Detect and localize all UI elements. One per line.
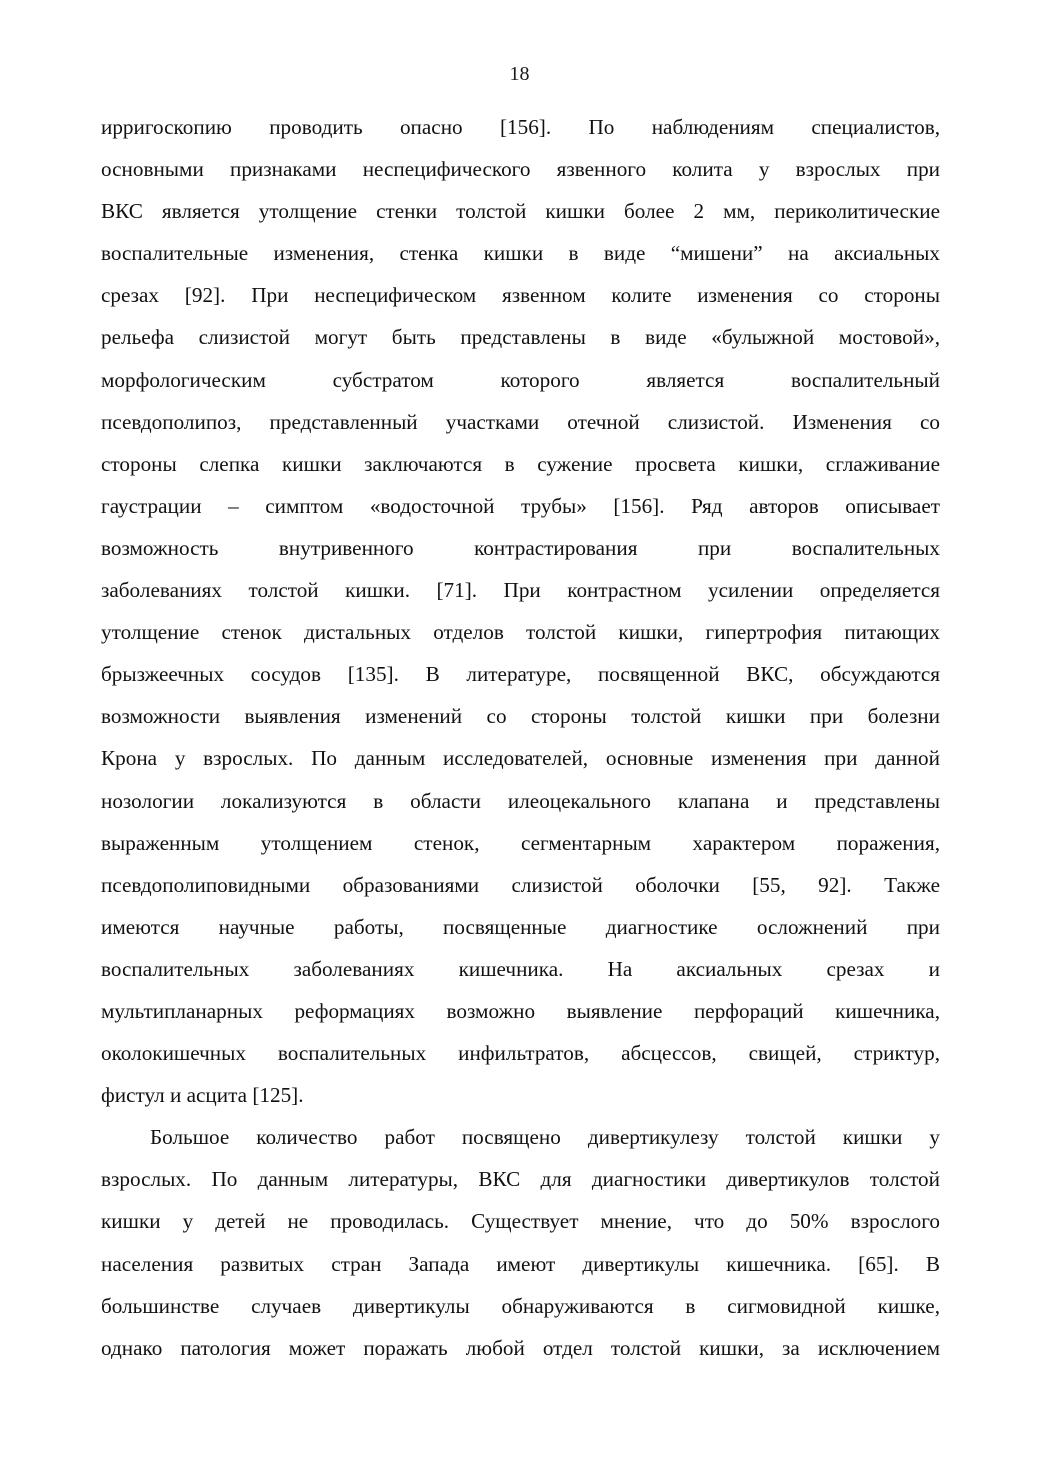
text-line: имеются научные работы, посвященные диагностике осложнений при — [101, 914, 940, 939]
paragraph-1 — [101, 106, 940, 1116]
document-body — [101, 106, 940, 1369]
text-line: ирригоскопию проводить опасно [156]. По наблюдениям специалистов, — [101, 115, 940, 139]
text-line: выраженным утолщением стенок, сегментарным характером поражения, — [101, 830, 940, 855]
text-line: стороны слепка кишки заключаются в сужение просвета кишки, сглаживание — [101, 451, 940, 476]
text-line: Крона у взрослых. По данным исследователей, основные изменения при данной — [101, 746, 940, 771]
text-line: рельефа слизистой могут быть представлены в виде «булыжной мостовой», — [101, 325, 940, 350]
text-line: воспалительных заболеваниях кишечника. На аксиальных срезах и — [101, 956, 940, 981]
text-line: большинстве случаев дивертикулы обнаруживаются в сигмовидной кишке, — [101, 1293, 940, 1318]
text-line: однако патология может поражать любой отдел толстой кишки, за исключением — [101, 1335, 940, 1360]
text-line: заболеваниях толстой кишки. [71]. При контрастном усилении определяется — [101, 578, 940, 603]
text-line: гаустрации – симптом «водосточной трубы» [156]. Ряд авторов описывает — [101, 493, 940, 518]
text-line: кишки у детей не проводилась. Существует мнение, что до 50% взрослого — [101, 1209, 940, 1234]
text-line: воспалительные изменения, стенка кишки в виде “мишени” на аксиальных — [101, 241, 940, 266]
text-line: ВКС является утолщение стенки толстой кишки более 2 мм, периколитические — [101, 199, 940, 224]
text-line: возможность внутривенного контрастирования при воспалительных — [101, 535, 940, 560]
text-line: возможности выявления изменений со стороны толстой кишки при болезни — [101, 704, 940, 729]
text-line: утолщение стенок дистальных отделов толстой кишки, гипертрофия питающих — [101, 620, 940, 645]
text-line: мультипланарных реформациях возможно выявление перфораций кишечника, — [101, 998, 940, 1023]
text-line: населения развитых стран Запада имеют дивертикулы кишечника. [65]. В — [101, 1251, 940, 1276]
text-line: псевдополиповидными образованиями слизистой оболочки [55, 92]. Также — [101, 872, 940, 897]
text-line: брызжеечных сосудов [135]. В литературе, посвященной ВКС, обсуждаются — [101, 662, 940, 687]
paragraph-2 — [101, 1116, 940, 1369]
text-line: срезах [92]. При неспецифическом язвенном колите изменения со стороны — [101, 283, 940, 308]
text-line: псевдополипоз, представленный участками отечной слизистой. Изменения со — [101, 409, 940, 434]
text-line: основными признаками неспецифического язвенного колита у взрослых при — [101, 157, 940, 182]
text-line: Большое количество работ посвящено дивертикулезу толстой кишки у — [150, 1125, 940, 1150]
text-line: фистул и асцита [125]. — [101, 1083, 304, 1108]
text-line: взрослых. По данным литературы, ВКС для диагностики дивертикулов толстой — [101, 1167, 940, 1192]
text-line: нозологии локализуются в области илеоцекального клапана и представлены — [101, 788, 940, 813]
page-number: 18 — [509, 63, 530, 85]
text-line: околокишечных воспалительных инфильтратов, абсцессов, свищей, стриктур, — [101, 1041, 940, 1066]
text-line: морфологическим субстратом которого является воспалительный — [101, 367, 940, 392]
